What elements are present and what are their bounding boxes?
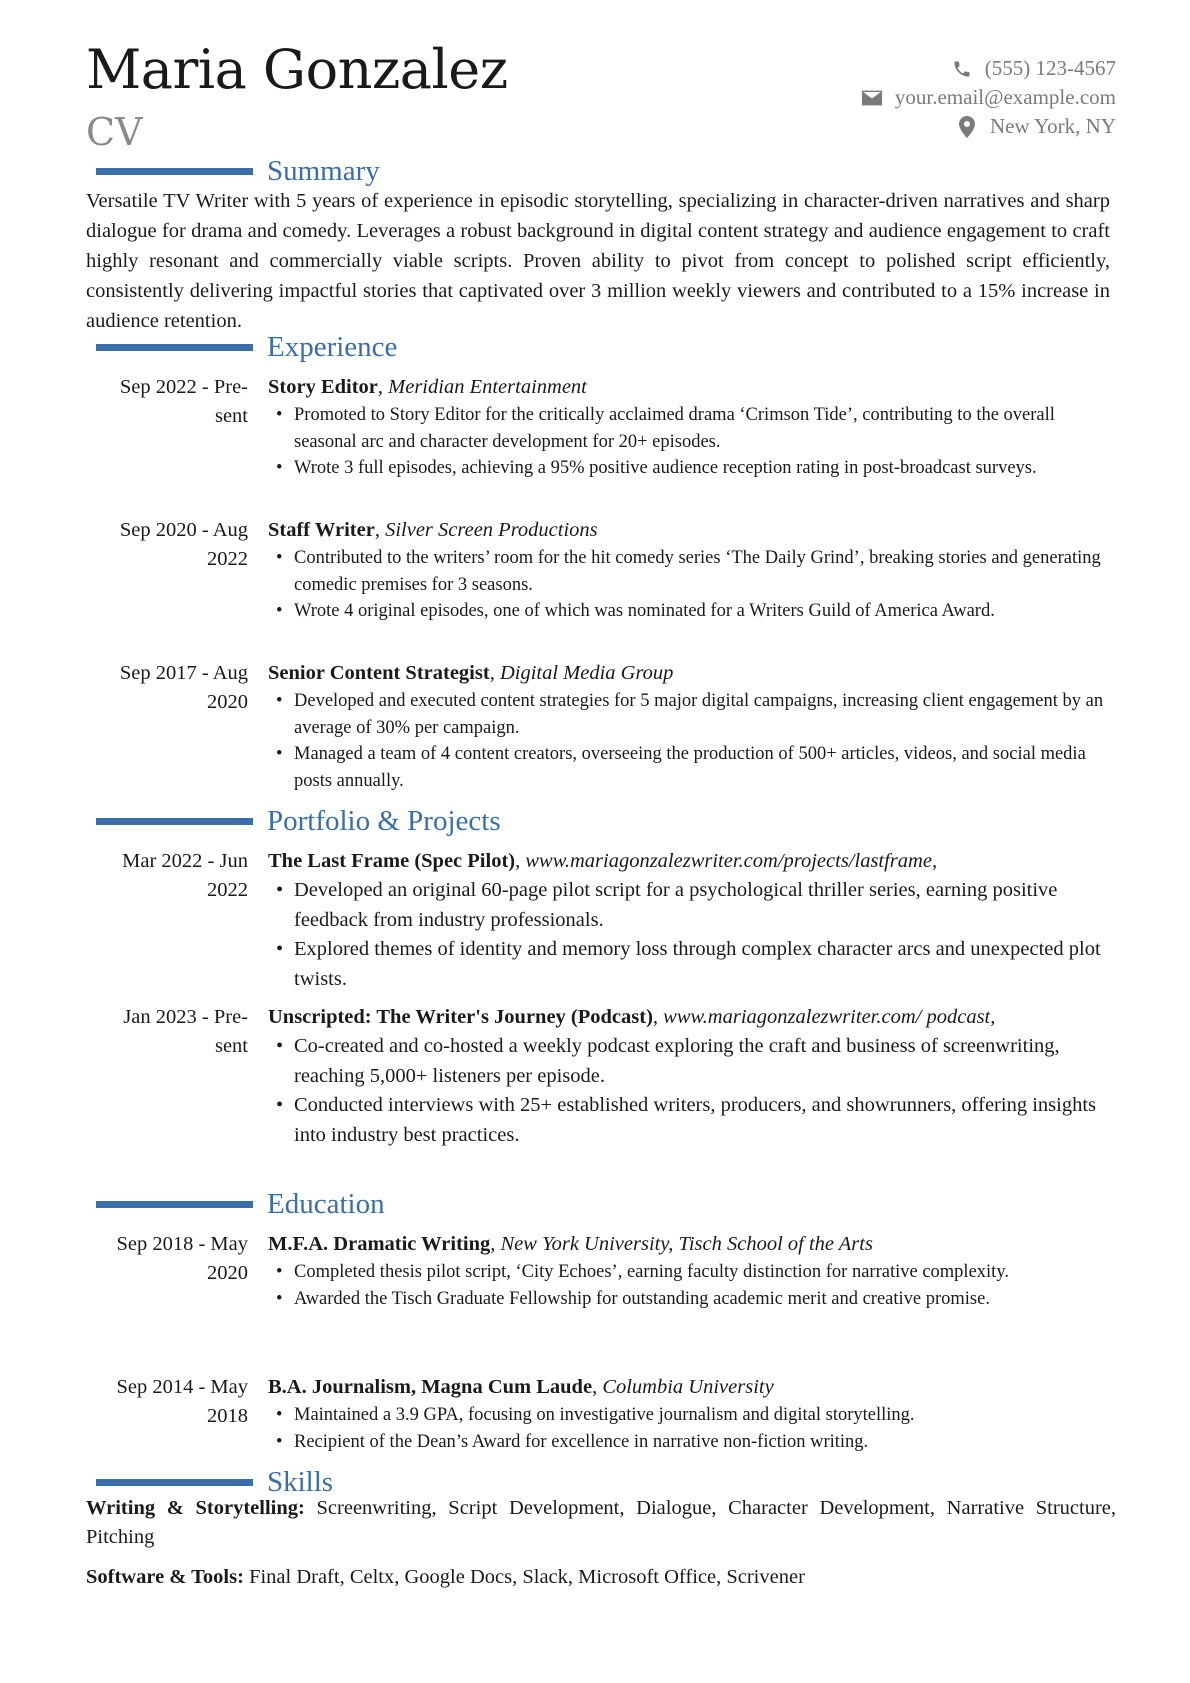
section-title: Portfolio & Projects — [267, 804, 501, 837]
phone-icon — [951, 58, 973, 80]
entry-title: M.F.A. Dramatic Writing, New York University, Tisch School of the Arts — [268, 1233, 873, 1255]
bullet-item: • Explored themes of identity and memory loss through complex character arcs and unexpected plot twists. — [268, 935, 1108, 994]
bullet-list — [268, 402, 1108, 482]
bullet-item: • Contributed to the writers’ room for the hit comedy series ‘The Daily Grind’, breaking stories and generating comedic premises for 3 seasons. — [268, 545, 1108, 598]
skills-label: Software & Tools: — [86, 1566, 244, 1588]
bullet-list — [268, 1402, 1108, 1455]
entry-role: The Last Frame (Spec Pilot) — [268, 850, 516, 872]
date-line: Mar 2022 - Jun — [122, 850, 248, 872]
entry-title: Staff Writer, Silver Screen Productions — [268, 519, 598, 541]
section-title: Skills — [267, 1465, 334, 1498]
date-line: 2018 — [207, 1405, 248, 1427]
document-subtitle: CV — [86, 110, 143, 154]
entry-date — [86, 659, 248, 717]
bullet-list — [268, 1032, 1108, 1150]
entry-body — [268, 373, 1108, 482]
entry-org: New York University, Tisch School of the Arts — [500, 1233, 873, 1255]
entry-role: Unscripted: The Writer's Journey (Podcast) — [268, 1006, 653, 1028]
section-heading-projects — [96, 804, 501, 838]
entry-org: Silver Screen Productions — [385, 519, 598, 541]
date-line: 2020 — [207, 691, 248, 713]
date-line: Sep 2022 - Pre- — [119, 376, 248, 398]
entry-org: Meridian Entertainment — [388, 376, 587, 398]
date-line: sent — [214, 405, 248, 427]
project-link[interactable]: www.mariagonzalezwriter.com/ podcast, — [663, 1006, 996, 1028]
bullet-item: • Recipient of the Dean’s Award for excellence in narrative non-fiction writing. — [268, 1429, 1108, 1456]
bullet-list — [268, 545, 1108, 625]
entry-body — [268, 516, 1108, 625]
bullet-item: • Maintained a 3.9 GPA, focusing on investigative journalism and digital storytelling. — [268, 1402, 1108, 1429]
skills-label: Writing & Storytelling: — [86, 1497, 305, 1519]
entry-role: B.A. Journalism, Magna Cum Laude — [268, 1376, 593, 1398]
phone-text[interactable]: (555) 123-4567 — [984, 56, 1116, 80]
skills-row — [86, 1494, 1116, 1552]
section-bar — [96, 818, 253, 825]
entry-body — [268, 1230, 1108, 1312]
entry-title: B.A. Journalism, Magna Cum Laude, Columbia University — [268, 1376, 774, 1398]
section-heading-education — [96, 1187, 385, 1221]
entry-date — [86, 1230, 248, 1288]
entry-title: The Last Frame (Spec Pilot), www.mariagonzalezwriter.com/projects/lastframe, — [268, 850, 938, 872]
section-title: Education — [267, 1187, 385, 1220]
bullet-list — [268, 688, 1108, 794]
skills-row — [86, 1563, 1116, 1592]
entry-body — [268, 1003, 1108, 1150]
date-line: Sep 2017 - Aug — [119, 662, 248, 684]
bullet-list — [268, 1259, 1108, 1312]
bullet-item: • Co-created and co-hosted a weekly podcast exploring the craft and business of screenwriting, reaching 5,000+ listeners per episode. — [268, 1032, 1108, 1091]
date-line: Sep 2020 - Aug — [119, 519, 248, 541]
section-bar — [96, 344, 253, 351]
entry-role: Staff Writer — [268, 519, 375, 541]
bullet-item: • Promoted to Story Editor for the critically acclaimed drama ‘Crimson Tide’, contributing to the overall seasonal arc and character development for 20+ episodes. — [268, 402, 1108, 455]
bullet-item: • Awarded the Tisch Graduate Fellowship for outstanding academic merit and creative promise. — [268, 1286, 1108, 1313]
skills-value: Final Draft, Celtx, Google Docs, Slack, Microsoft Office, Scrivener — [249, 1566, 805, 1588]
section-title: Summary — [267, 154, 380, 187]
date-line: Sep 2014 - May — [116, 1376, 248, 1398]
contact-email — [861, 83, 1116, 112]
contact-block — [861, 54, 1116, 141]
section-bar — [96, 1479, 253, 1486]
entry-org: Digital Media Group — [499, 662, 674, 684]
envelope-icon — [861, 87, 883, 109]
entry-date — [86, 1003, 248, 1061]
entry-title: Senior Content Strategist, Digital Media Group — [268, 662, 674, 684]
entry-role: Senior Content Strategist — [268, 662, 490, 684]
section-heading-experience — [96, 330, 397, 364]
bullet-list — [268, 876, 1108, 994]
bullet-item: • Managed a team of 4 content creators, overseeing the production of 500+ articles, videos, and social media posts annually. — [268, 741, 1108, 794]
entry-date — [86, 516, 248, 574]
bullet-item: • Completed thesis pilot script, ‘City Echoes’, earning faculty distinction for narrative complexity. — [268, 1259, 1108, 1286]
date-line: Sep 2018 - May — [116, 1233, 248, 1255]
entry-body — [268, 847, 1108, 994]
entry-role: M.F.A. Dramatic Writing — [268, 1233, 491, 1255]
entry-role: Story Editor — [268, 376, 378, 398]
section-bar — [96, 168, 253, 175]
summary-text: Versatile TV Writer with 5 years of experience in episodic storytelling, specializing in character-driven narratives and sharp dialogue for drama and comedy. Leverages a robust background in digital content strategy and audience engagement to craft highly resonant and commercially viable scripts. Proven ability to pivot from concept to polished script efficiently, consistently delivering impactful stories that captivated over 3 million weekly viewers and contributed to a 15% increase in audience retention. — [86, 190, 1110, 332]
date-line: 2022 — [207, 879, 248, 901]
contact-phone — [861, 54, 1116, 83]
skills-value: Screenwriting, Script Development, Dialogue, Character Development, Narrative Structure, Pitching — [86, 1497, 1117, 1548]
entry-title: Story Editor, Meridian Entertainment — [268, 376, 587, 398]
entry-title: Unscripted: The Writer's Journey (Podcast), www.mariagonzalezwriter.com/ podcast, — [268, 1006, 996, 1028]
date-line: Jan 2023 - Pre- — [123, 1006, 248, 1028]
entry-date — [86, 373, 248, 431]
email-text[interactable]: your.email@example.com — [894, 85, 1116, 109]
contact-location — [861, 112, 1116, 141]
section-title: Experience — [267, 330, 398, 363]
date-line: 2022 — [207, 548, 248, 570]
bullet-item: • Wrote 4 original episodes, one of which was nominated for a Writers Guild of America Award. — [268, 598, 1108, 625]
location-text: New York, NY — [989, 114, 1116, 138]
person-name: Maria Gonzalez — [86, 38, 508, 101]
bullet-item: • Developed an original 60-page pilot script for a psychological thriller series, earning positive feedback from industry professionals. — [268, 876, 1108, 935]
bullet-item: • Developed and executed content strategies for 5 major digital campaigns, increasing client engagement by an average of 30% per campaign. — [268, 688, 1108, 741]
section-heading-summary — [96, 154, 380, 188]
date-line: sent — [214, 1035, 248, 1057]
entry-date — [86, 847, 248, 905]
entry-org: Columbia University — [602, 1376, 774, 1398]
map-pin-icon — [956, 116, 978, 138]
entry-date — [86, 1373, 248, 1431]
date-line: 2020 — [207, 1262, 248, 1284]
bullet-item: • Conducted interviews with 25+ established writers, producers, and showrunners, offering insights into industry best practices. — [268, 1091, 1108, 1150]
section-bar — [96, 1201, 253, 1208]
entry-body — [268, 659, 1108, 794]
header — [86, 40, 1116, 160]
project-link[interactable]: www.mariagonzalezwriter.com/projects/lastframe, — [525, 850, 938, 872]
entry-body — [268, 1373, 1108, 1455]
bullet-item: • Wrote 3 full episodes, achieving a 95% positive audience reception rating in post-broadcast surveys. — [268, 455, 1108, 482]
